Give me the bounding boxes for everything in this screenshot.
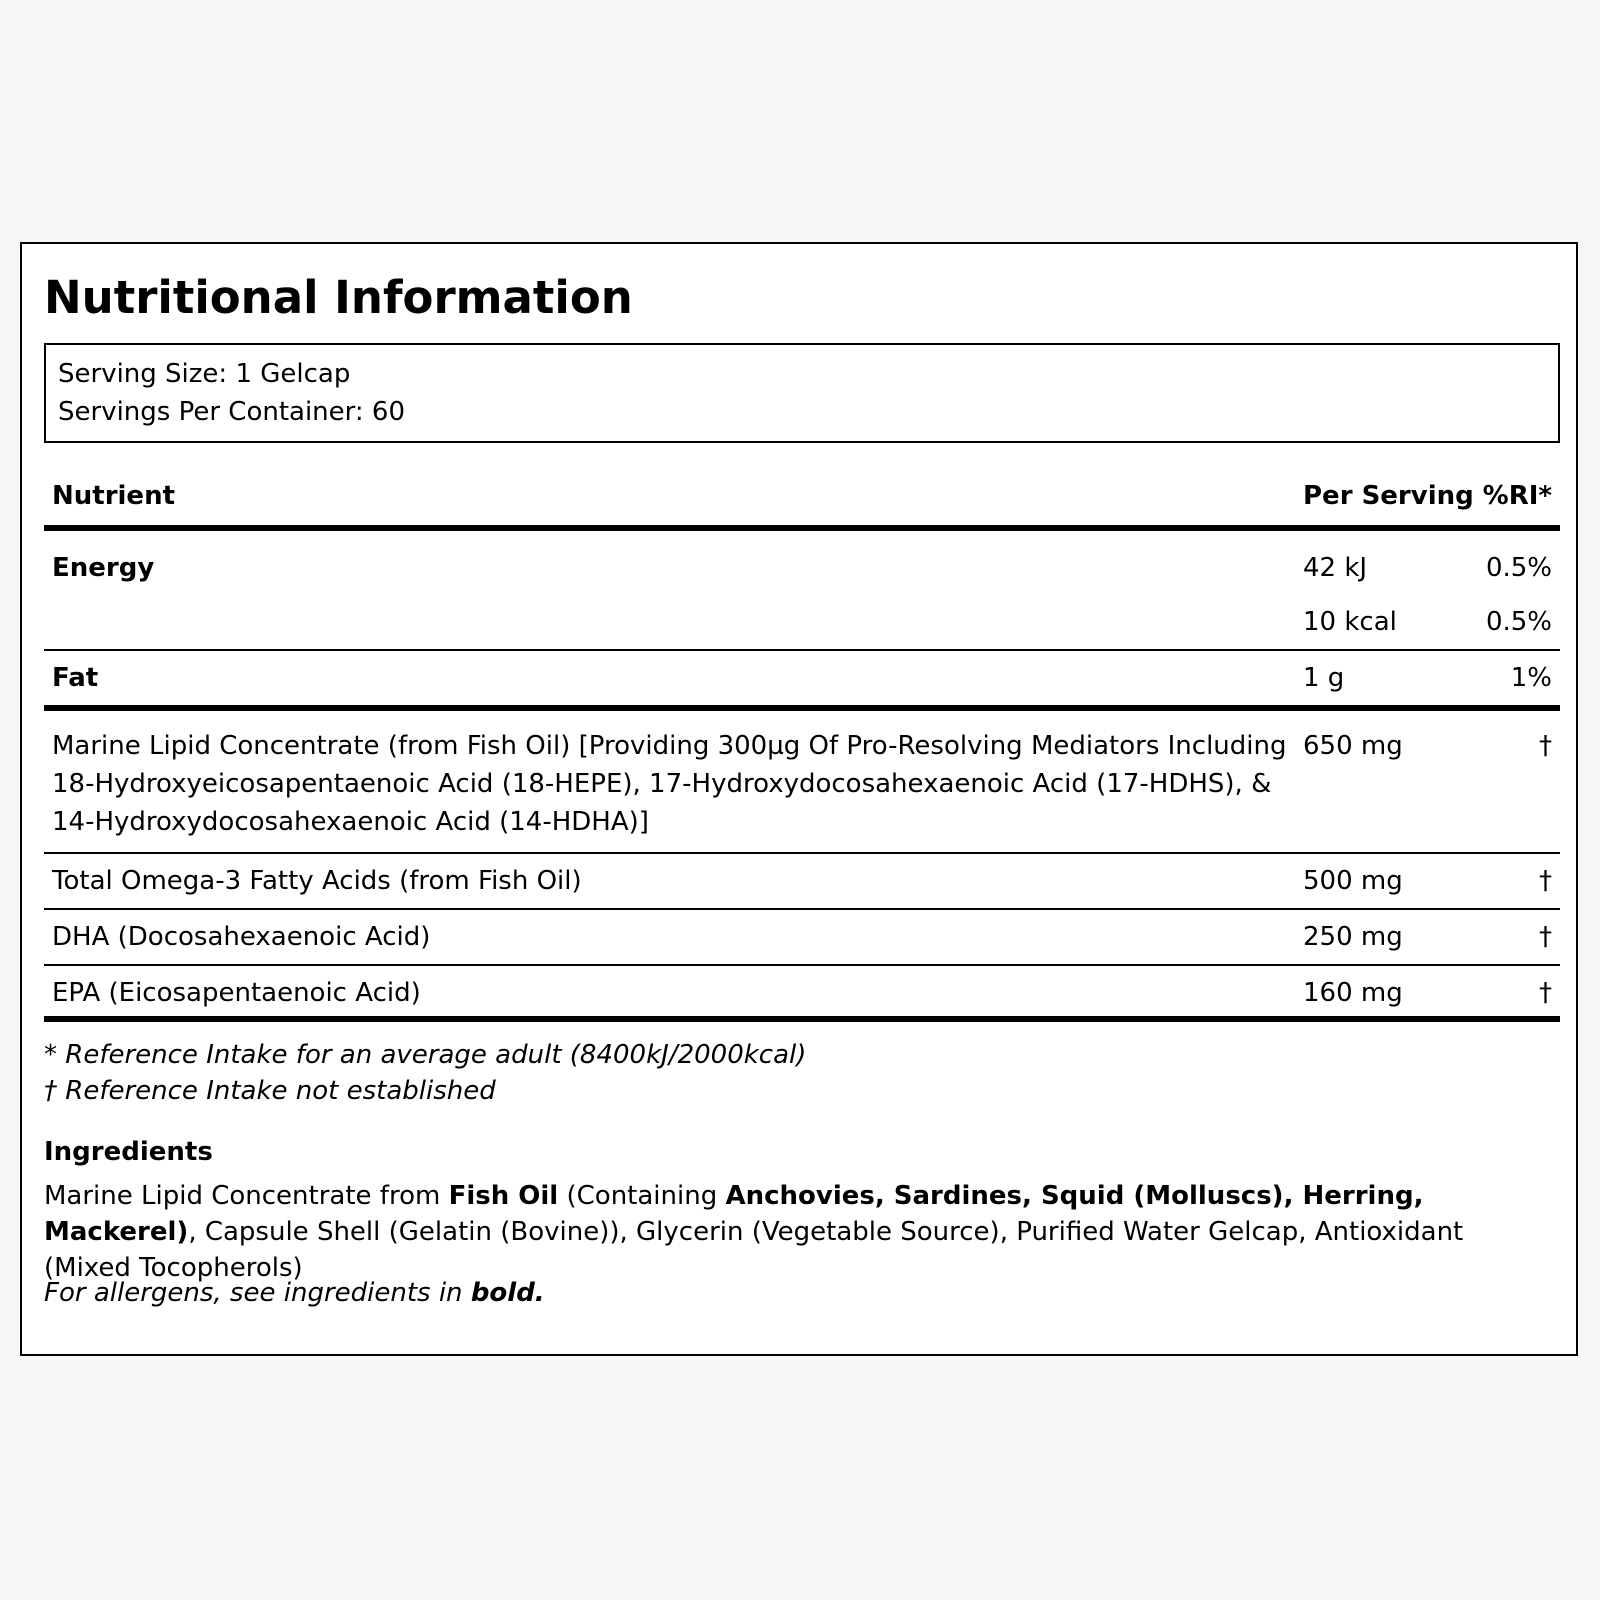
energy-kj-amount: 42 kJ xyxy=(1303,553,1368,583)
fat-amount: 1 g xyxy=(1303,663,1345,693)
ingredients-allergen-1: Fish Oil xyxy=(448,1181,559,1211)
nutrient-name: Total Omega-3 Fatty Acids (from Fish Oil) xyxy=(52,866,582,896)
nutrient-ri: † xyxy=(1539,922,1552,952)
ingredients-allergen-2: Anchovies, Sardines, Squid (Molluscs), Herring, Mackerel) xyxy=(44,1181,1424,1247)
nutrient-ri: † xyxy=(1539,731,1552,761)
nutrient-ri: † xyxy=(1539,978,1552,1008)
header-per-serving: Per Serving xyxy=(1303,481,1474,511)
allergen-note xyxy=(44,1275,545,1311)
fat-label: Fat xyxy=(52,663,99,693)
dagger-footnote: † Reference Intake not established xyxy=(44,1076,496,1106)
ri-footnote: * Reference Intake for an average adult (8400kJ/2000kcal) xyxy=(44,1040,807,1070)
nutrient-amount: 250 mg xyxy=(1303,922,1403,952)
ingredients-text xyxy=(44,1178,1544,1286)
table-row-energy xyxy=(44,531,1560,651)
header-ri: %RI* xyxy=(1482,481,1552,511)
energy-label: Energy xyxy=(52,553,155,583)
nutrition-panel xyxy=(20,242,1578,1356)
ingredients-part-1: Marine Lipid Concentrate from xyxy=(44,1181,449,1211)
energy-kj-ri: 0.5% xyxy=(1485,553,1552,583)
nutrient-amount: 650 mg xyxy=(1303,731,1403,761)
energy-kcal-ri: 0.5% xyxy=(1485,607,1552,637)
table-header-row xyxy=(44,464,1560,531)
serving-size: Serving Size: 1 Gelcap xyxy=(58,359,351,389)
ingredients-heading: Ingredients xyxy=(44,1137,213,1167)
table-row xyxy=(44,711,1560,854)
nutrient-name: Marine Lipid Concentrate (from Fish Oil) [Providing 300µg Of Pro-Resolving Mediators Including 18-Hydroxyeicosapentaenoic Acid (18-HEPE), 17-Hydroxydocosahexaenoic Acid (17-HDHS), & 14-Hydroxydocosahexaenoic Acid (14-HDHA)] xyxy=(52,731,1287,837)
allergen-bold: bold. xyxy=(470,1278,545,1308)
table-row xyxy=(44,854,1560,910)
footnotes xyxy=(44,1037,806,1109)
fat-ri: 1% xyxy=(1510,663,1552,693)
allergen-text: For allergens, see ingredients in xyxy=(44,1278,471,1308)
header-nutrient: Nutrient xyxy=(52,481,176,511)
ingredients-part-3: , Capsule Shell (Gelatin (Bovine)), Glycerin (Vegetable Source), Purified Water Gelcap, Antioxidant (Mixed Tocopherols) xyxy=(44,1217,1464,1283)
nutrient-ri: † xyxy=(1539,866,1552,896)
servings-per-container: Servings Per Container: 60 xyxy=(58,397,406,427)
ingredients-part-2: (Containing xyxy=(558,1181,726,1211)
serving-info-box xyxy=(44,343,1560,443)
table-row xyxy=(44,966,1560,1022)
nutrient-amount: 500 mg xyxy=(1303,866,1403,896)
nutrient-name: DHA (Docosahexaenoic Acid) xyxy=(52,922,431,952)
nutrient-name: EPA (Eicosapentaenoic Acid) xyxy=(52,978,421,1008)
page-title: Nutritional Information xyxy=(44,271,633,324)
table-row xyxy=(44,910,1560,966)
nutrient-table xyxy=(44,464,1560,1022)
energy-kcal-amount: 10 kcal xyxy=(1303,607,1397,637)
table-row-fat xyxy=(44,651,1560,711)
nutrient-amount: 160 mg xyxy=(1303,978,1403,1008)
